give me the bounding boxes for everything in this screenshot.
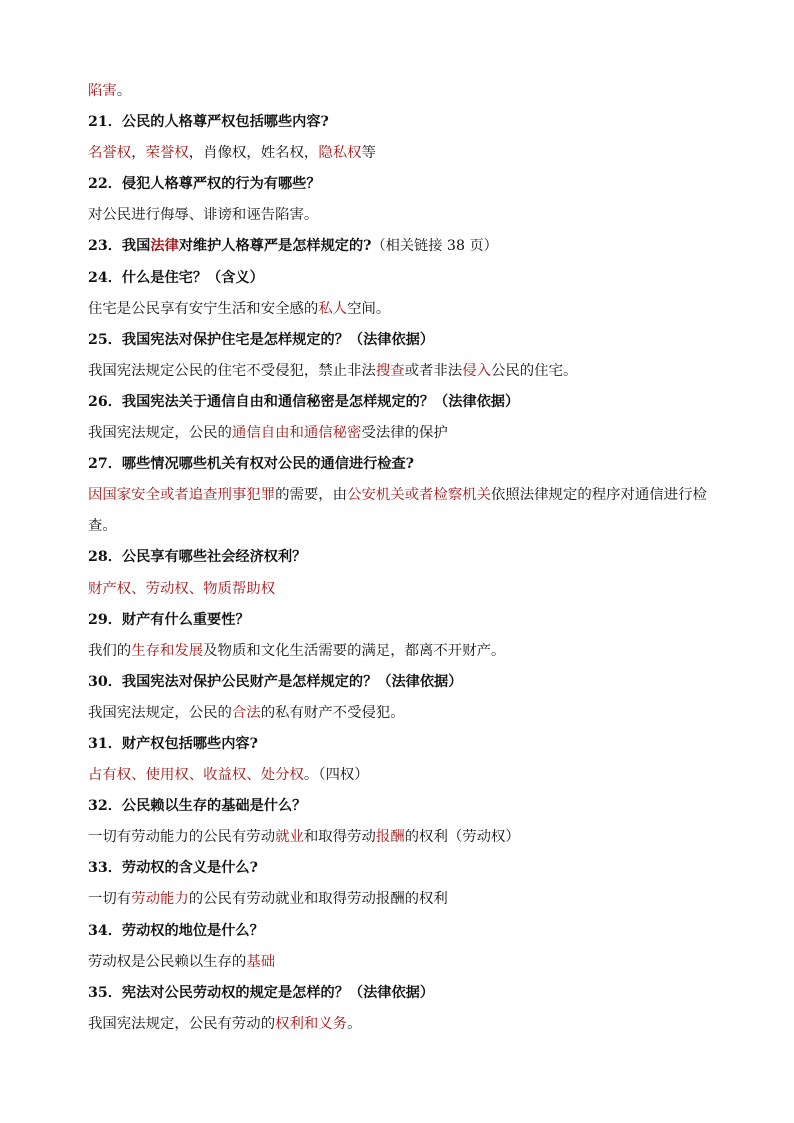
- text-segment: 的权利（劳动权）: [404, 829, 520, 846]
- text-segment: 。（四权）: [303, 767, 369, 784]
- text-segment: 劳动权是公民赖以生存的: [88, 953, 247, 970]
- question-line: [88, 667, 728, 698]
- highlighted-text: 名誉权: [88, 145, 132, 162]
- answer-line: [88, 418, 728, 449]
- answer-line: [88, 200, 728, 231]
- text-segment: ，肖像权，姓名权，: [188, 145, 319, 162]
- text-segment: 我国宪法规定，公民的: [88, 704, 232, 721]
- highlighted-text: 报酬: [375, 829, 405, 846]
- text-segment: 25．我国宪法对保护住宅是怎样规定的？（法律依据）: [88, 331, 435, 348]
- text-segment: 一切有: [88, 891, 132, 908]
- text-segment: 35．宪法对公民劳动权的规定是怎样的？（法律依据）: [88, 984, 435, 1001]
- answer-line: [88, 138, 728, 169]
- text-segment: 我国宪法规定公民的住宅不受侵犯，禁止非法: [88, 362, 376, 379]
- question-line: [88, 263, 728, 294]
- text-segment: 的私有财产不受侵犯。: [260, 704, 405, 721]
- highlighted-text: 侵入: [462, 362, 491, 379]
- text-segment: 我国宪法规定，公民有劳动的: [88, 1015, 276, 1032]
- text-segment: 等: [361, 145, 376, 162]
- answer-line: [88, 574, 728, 605]
- question-line: [88, 978, 728, 1009]
- text-segment: ，: [131, 145, 146, 162]
- text-segment: （相关链接 38 页）: [371, 238, 498, 255]
- text-segment: 22．侵犯人格尊严权的行为有哪些？: [88, 176, 321, 193]
- question-line: [88, 107, 728, 138]
- text-segment: 30．我国宪法对保护公民财产是怎样规定的？（法律依据）: [88, 673, 463, 690]
- highlighted-text: 生存和发展: [131, 642, 204, 659]
- highlighted-text: 通信自由和通信秘密: [231, 425, 362, 442]
- text-segment: 。: [347, 1015, 362, 1032]
- text-segment: 空间。: [347, 300, 391, 317]
- text-segment: 23．我国: [88, 238, 151, 255]
- highlighted-text: 法律: [150, 238, 179, 255]
- text-segment: 一切有劳动能力的公民有劳动: [88, 829, 276, 846]
- question-line: [88, 325, 728, 356]
- text-segment: 31．财产权包括哪些内容?: [88, 735, 258, 752]
- question-line: [88, 387, 728, 418]
- highlighted-text: 公安机关或者检察机关: [347, 487, 491, 504]
- text-segment: 及物质和文化生活需要的满足，都离不开财产。: [203, 642, 506, 659]
- answer-line: [88, 76, 728, 107]
- question-line: [88, 605, 728, 636]
- highlighted-text: 私人: [318, 300, 348, 317]
- answer-line: [88, 698, 728, 729]
- text-segment: 我们的: [88, 642, 132, 659]
- highlighted-text: 搜查: [375, 362, 405, 379]
- highlighted-text: 就业: [275, 829, 304, 846]
- highlighted-text: 因国家安全或者追查刑事犯罪: [88, 487, 276, 504]
- text-segment: 住宅是公民享有安宁生活和安全感的: [88, 300, 319, 317]
- text-segment: 24．什么是住宅？（含义）: [88, 269, 264, 286]
- answer-line: [88, 356, 728, 387]
- answer-line: [88, 294, 728, 325]
- answer-line: [88, 947, 728, 978]
- qa-list: [88, 76, 728, 1040]
- highlighted-text: 占有权、使用权、收益权、处分权: [88, 767, 304, 784]
- question-line: [88, 853, 728, 884]
- text-segment: 27．哪些情况哪些机关有权对公民的通信进行检查?: [88, 456, 414, 473]
- question-line: [88, 729, 728, 760]
- answer-line: [88, 480, 728, 542]
- answer-line: [88, 1009, 728, 1040]
- answer-line: [88, 636, 728, 667]
- question-line: [88, 169, 728, 200]
- text-segment: 32．公民赖以生存的基础是什么？: [88, 798, 307, 815]
- text-segment: 26．我国宪法关于通信自由和通信秘密是怎样规定的？（法律依据）: [88, 393, 520, 410]
- text-segment: 29．财产有什么重要性？: [88, 611, 250, 628]
- highlighted-text: 劳动能力: [131, 891, 189, 908]
- text-segment: 33．劳动权的含义是什么?: [88, 860, 258, 877]
- text-segment: 对维护人格尊严是怎样规定的?: [178, 238, 372, 255]
- text-segment: 的需要，由: [275, 487, 348, 504]
- highlighted-text: 隐私权: [318, 145, 362, 162]
- text-segment: 依照法律规定的程序对通信进行检查。: [88, 487, 707, 535]
- text-segment: 和取得劳动: [303, 829, 376, 846]
- text-segment: 对公民进行侮辱、诽谤和诬告陷害。: [88, 207, 319, 224]
- highlighted-text: 荣誉权: [145, 145, 189, 162]
- text-segment: 的公民有劳动就业和取得劳动报酬的权利: [188, 891, 448, 908]
- question-line: [88, 231, 728, 262]
- text-segment: 21．公民的人格尊严权包括哪些内容?: [88, 114, 329, 131]
- text-segment: 或者非法: [404, 362, 463, 379]
- text-segment: 受法律的保护: [361, 425, 448, 442]
- answer-line: [88, 822, 728, 853]
- text-segment: 我国宪法规定，公民的: [88, 425, 232, 442]
- question-line: [88, 449, 728, 480]
- highlighted-text: 财产权、劳动权、物质帮助权: [88, 580, 276, 597]
- question-line: [88, 916, 728, 947]
- answer-line: [88, 884, 728, 915]
- question-line: [88, 542, 728, 573]
- text-segment: 。: [116, 83, 132, 99]
- text-segment: 28．公民享有哪些社会经济权利？: [88, 549, 307, 566]
- highlighted-text: 陷害: [88, 83, 117, 99]
- highlighted-text: 权利和义务: [275, 1015, 348, 1032]
- question-line: [88, 791, 728, 822]
- text-segment: 公民的住宅。: [491, 362, 578, 379]
- text-segment: 34．劳动权的地位是什么？: [88, 922, 264, 939]
- highlighted-text: 合法: [231, 704, 261, 721]
- answer-line: [88, 760, 728, 791]
- highlighted-text: 基础: [246, 953, 276, 970]
